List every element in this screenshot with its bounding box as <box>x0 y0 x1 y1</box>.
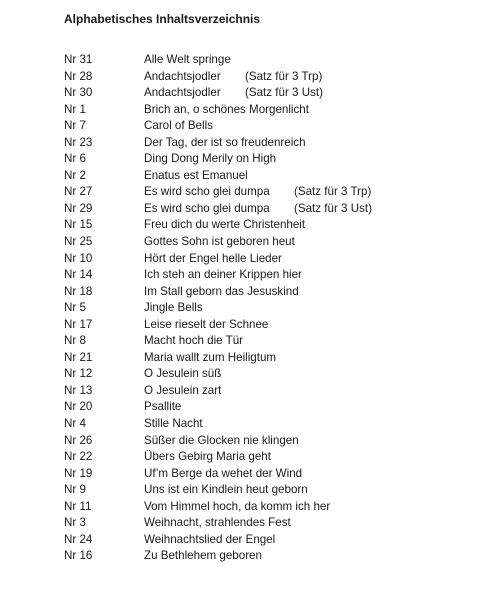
toc-entry-number: Nr 4 <box>64 417 86 431</box>
toc-entry-note: (Satz für 3 Trp) <box>245 69 323 83</box>
toc-entry-number: Nr 3 <box>64 516 86 530</box>
toc-entry <box>64 300 464 317</box>
toc-entry-title: Weihnacht, strahlendes Fest <box>144 516 291 530</box>
toc-entry-number: Nr 1 <box>64 102 86 116</box>
toc-entry-number: Nr 23 <box>64 135 93 149</box>
toc-entry <box>64 267 464 284</box>
toc-entry <box>64 251 464 268</box>
toc-entry-number: Nr 21 <box>64 350 93 364</box>
toc-entry-title: Der Tag, der ist so freudenreich <box>144 135 306 149</box>
toc-entry-title: Zu Bethlehem geboren <box>144 549 262 563</box>
toc-entry <box>64 515 464 532</box>
toc-entry-number: Nr 18 <box>64 284 93 298</box>
toc-entry-number: Nr 16 <box>64 549 93 563</box>
toc-entry-number: Nr 5 <box>64 301 86 315</box>
toc-entry-number: Nr 6 <box>64 152 86 166</box>
toc-entry <box>64 69 464 86</box>
toc-entry <box>64 548 464 565</box>
toc-entry-title: Im Stall geborn das Jesuskind <box>144 284 299 298</box>
toc-entry <box>64 333 464 350</box>
toc-entry-number: Nr 19 <box>64 466 93 480</box>
toc-entry <box>64 85 464 102</box>
toc-entry <box>64 151 464 168</box>
toc-entry-title: Macht hoch die Tür <box>144 334 244 348</box>
toc-entry <box>64 317 464 334</box>
toc-entry-title: Carol of Bells <box>144 119 213 133</box>
toc-entry-title: Andachtsjodler <box>144 69 221 83</box>
toc-entry <box>64 284 464 301</box>
toc-entry-number: Nr 31 <box>64 53 93 66</box>
toc-entry-number: Nr 9 <box>64 483 86 497</box>
toc-entry-title: Ding Dong Merily on High <box>144 152 277 166</box>
toc-entry <box>64 52 464 69</box>
toc-entry-title: Uf’m Berge da wehet der Wind <box>144 466 303 480</box>
toc-entry-title: Es wird scho glei dumpa <box>144 201 270 215</box>
toc-entry <box>64 383 464 400</box>
toc-entry-number: Nr 29 <box>64 201 93 215</box>
toc-entry-title: Brich an, o schönes Morgenlicht <box>144 102 309 116</box>
toc-entry <box>64 466 464 483</box>
page-title: Alphabetisches Inhaltsverzeichnis <box>64 12 261 26</box>
toc-entry-number: Nr 10 <box>64 251 93 265</box>
toc-entry <box>64 201 464 218</box>
toc-entry-title: Enatus est Emanuel <box>144 168 248 182</box>
toc-entry-title: Stille Nacht <box>144 417 203 431</box>
toc-entry-title: O Jesulein zart <box>144 383 222 397</box>
toc-entry <box>64 416 464 433</box>
toc-entry <box>64 482 464 499</box>
toc-entry <box>64 217 464 234</box>
toc-entry-number: Nr 25 <box>64 235 93 249</box>
toc-entry <box>64 135 464 152</box>
toc-entry <box>64 184 464 201</box>
toc-entry-title: Es wird scho glei dumpa <box>144 185 270 199</box>
toc-entry-number: Nr 20 <box>64 400 93 414</box>
toc-entry-number: Nr 15 <box>64 218 93 232</box>
toc-entry-number: Nr 2 <box>64 168 86 182</box>
toc-entry-number: Nr 26 <box>64 433 93 447</box>
toc-entry <box>64 532 464 549</box>
toc-entry-number: Nr 8 <box>64 334 86 348</box>
toc-entry-title: Uns ist ein Kindlein heut geborn <box>144 483 308 497</box>
toc-entry <box>64 433 464 450</box>
toc-entry-title: Übers Gebirg Maria geht <box>144 450 271 464</box>
toc-entry-number: Nr 14 <box>64 268 93 282</box>
toc-entry-number: Nr 24 <box>64 532 93 546</box>
toc-entry-title: Maria wallt zum Heiligtum <box>144 350 277 364</box>
toc-entry <box>64 350 464 367</box>
toc-entry-title: Jingle Bells <box>144 301 203 315</box>
table-of-contents <box>64 52 464 565</box>
toc-entry-title: Psallite <box>144 400 182 414</box>
toc-entry <box>64 168 464 185</box>
toc-entry-number: Nr 27 <box>64 185 93 199</box>
toc-entry-number: Nr 28 <box>64 69 93 83</box>
toc-entry-number: Nr 12 <box>64 367 93 381</box>
toc-entry <box>64 118 464 135</box>
toc-entry <box>64 102 464 119</box>
toc-entry-title: Gottes Sohn ist geboren heut <box>144 235 295 249</box>
toc-entry-title: Leise rieselt der Schnee <box>144 317 269 331</box>
toc-entry-title: Süßer die Glocken nie klingen <box>144 433 299 447</box>
toc-entry-title: Andachtsjodler <box>144 86 221 100</box>
toc-entry <box>64 234 464 251</box>
toc-entry <box>64 399 464 416</box>
toc-entry-number: Nr 11 <box>64 499 92 513</box>
toc-entry-note: (Satz für 3 Ust) <box>294 201 372 215</box>
toc-entry <box>64 499 464 516</box>
toc-entry-title: Alle Welt springe <box>144 53 231 66</box>
toc-entry-number: Nr 7 <box>64 119 86 133</box>
toc-entry-title: Ich steh an deiner Krippen hier <box>144 268 302 282</box>
toc-entry-title: O Jesulein süß <box>144 367 222 381</box>
toc-entry-title: Hört der Engel helle Lieder <box>144 251 282 265</box>
toc-entry-note: (Satz für 3 Trp) <box>294 185 372 199</box>
toc-entry-title: Weihnachtslied der Engel <box>144 532 276 546</box>
toc-entry-title: Vom Himmel hoch, da komm ich her <box>144 499 331 513</box>
toc-entry-number: Nr 17 <box>64 317 93 331</box>
toc-entry-title: Freu dich du werte Christenheit <box>144 218 306 232</box>
toc-entry <box>64 449 464 466</box>
toc-entry <box>64 366 464 383</box>
toc-entry-note: (Satz für 3 Ust) <box>245 86 323 100</box>
toc-entry-number: Nr 30 <box>64 86 93 100</box>
toc-entry-number: Nr 22 <box>64 450 93 464</box>
toc-entry-number: Nr 13 <box>64 383 93 397</box>
